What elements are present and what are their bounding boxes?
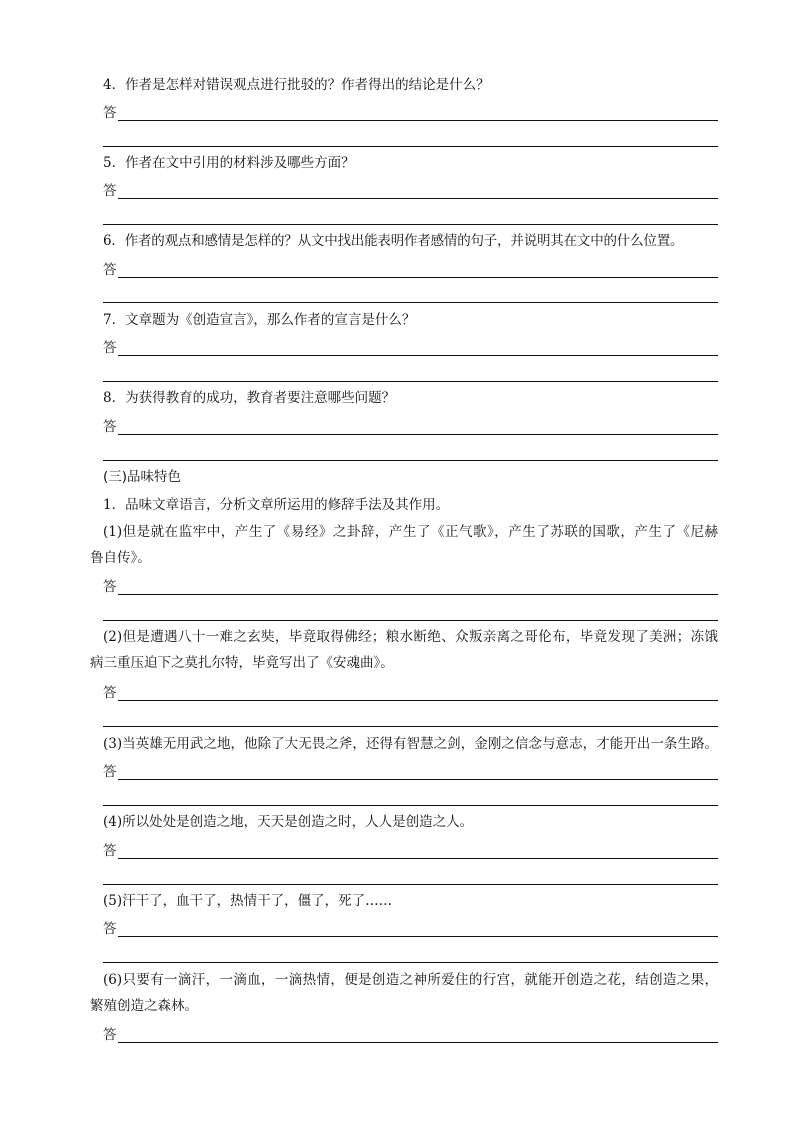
answer-label: 答 <box>103 183 117 199</box>
question-7: 7．文章题为《创造宣言》，那么作者的宣言是什么？ <box>103 312 416 328</box>
question-8: 8．为获得教育的成功，教育者要注意哪些问题？ <box>103 390 396 406</box>
answer-label: 答 <box>103 685 117 701</box>
answer-line[interactable] <box>118 700 718 701</box>
answer-line[interactable] <box>118 594 718 595</box>
question-5: 5．作者在文中引用的材料涉及哪些方面？ <box>103 155 355 171</box>
sentence-6-line-1: (6)只要有一滴汗，一滴血，一滴热情，便是创造之神所爱住的行宫，就能开创造之花，结创造之果， <box>103 972 718 988</box>
answer-line[interactable] <box>118 434 718 435</box>
answer-line[interactable] <box>118 779 718 780</box>
answer-line[interactable] <box>118 120 718 121</box>
sentence-5: (5)汗干了，血干了，热情干了，僵了，死了…… <box>103 893 393 909</box>
answer-line[interactable] <box>103 962 718 963</box>
answer-line[interactable] <box>118 936 718 937</box>
answer-label: 答 <box>103 419 117 435</box>
answer-line[interactable] <box>103 381 718 382</box>
question-6: 6．作者的观点和感情是怎样的？从文中找出能表明作者感情的句子，并说明其在文中的什么位置。 <box>103 233 684 249</box>
answer-line[interactable] <box>103 884 718 885</box>
answer-label: 答 <box>103 262 117 278</box>
answer-line[interactable] <box>118 858 718 859</box>
answer-line[interactable] <box>118 277 718 278</box>
sentence-1-line-2: 鲁自传》。 <box>90 550 151 566</box>
answer-line[interactable] <box>103 620 718 621</box>
sentence-2-line-2: 病三重压迫下之莫扎尔特，毕竟写出了《安魂曲》。 <box>90 655 394 671</box>
answer-line[interactable] <box>103 146 718 147</box>
sentence-2-line-1: (2)但是遭遇八十一难之玄奘，毕竟取得佛经；粮水断绝、众叛亲离之哥伦布，毕竟发现了美洲；冻饿 <box>103 629 718 645</box>
answer-line[interactable] <box>118 355 718 356</box>
answer-line[interactable] <box>118 1042 718 1043</box>
sentence-1-line-1: (1)但是就在监牢中，产生了《易经》之卦辞，产生了《正气歌》，产生了苏联的国歌，产生了《尼赫 <box>103 524 718 540</box>
sentence-4: (4)所以处处是创造之地，天天是创造之时，人人是创造之人。 <box>103 814 474 830</box>
answer-label: 答 <box>103 921 117 937</box>
sentence-3: (3)当英雄无用武之地，他除了大无畏之斧，还得有智慧之剑，金刚之信念与意志，才能开出一条生路。 <box>103 736 718 752</box>
answer-label: 答 <box>103 1027 117 1043</box>
answer-line[interactable] <box>103 805 718 806</box>
answer-line[interactable] <box>118 198 718 199</box>
answer-line[interactable] <box>103 302 718 303</box>
section-intro: 1．品味文章语言，分析文章所运用的修辞手法及其作用。 <box>103 497 450 513</box>
answer-line[interactable] <box>103 460 718 461</box>
sentence-6-line-2: 繁殖创造之森林。 <box>90 998 198 1014</box>
answer-label: 答 <box>103 579 117 595</box>
answer-label: 答 <box>103 105 117 121</box>
answer-line[interactable] <box>103 224 718 225</box>
section-heading: (三)品味特色 <box>103 469 182 485</box>
answer-label: 答 <box>103 340 117 356</box>
answer-label: 答 <box>103 764 117 780</box>
question-4: 4．作者是怎样对错误观点进行批驳的？作者得出的结论是什么？ <box>103 77 490 93</box>
answer-label: 答 <box>103 843 117 859</box>
answer-line[interactable] <box>103 726 718 727</box>
